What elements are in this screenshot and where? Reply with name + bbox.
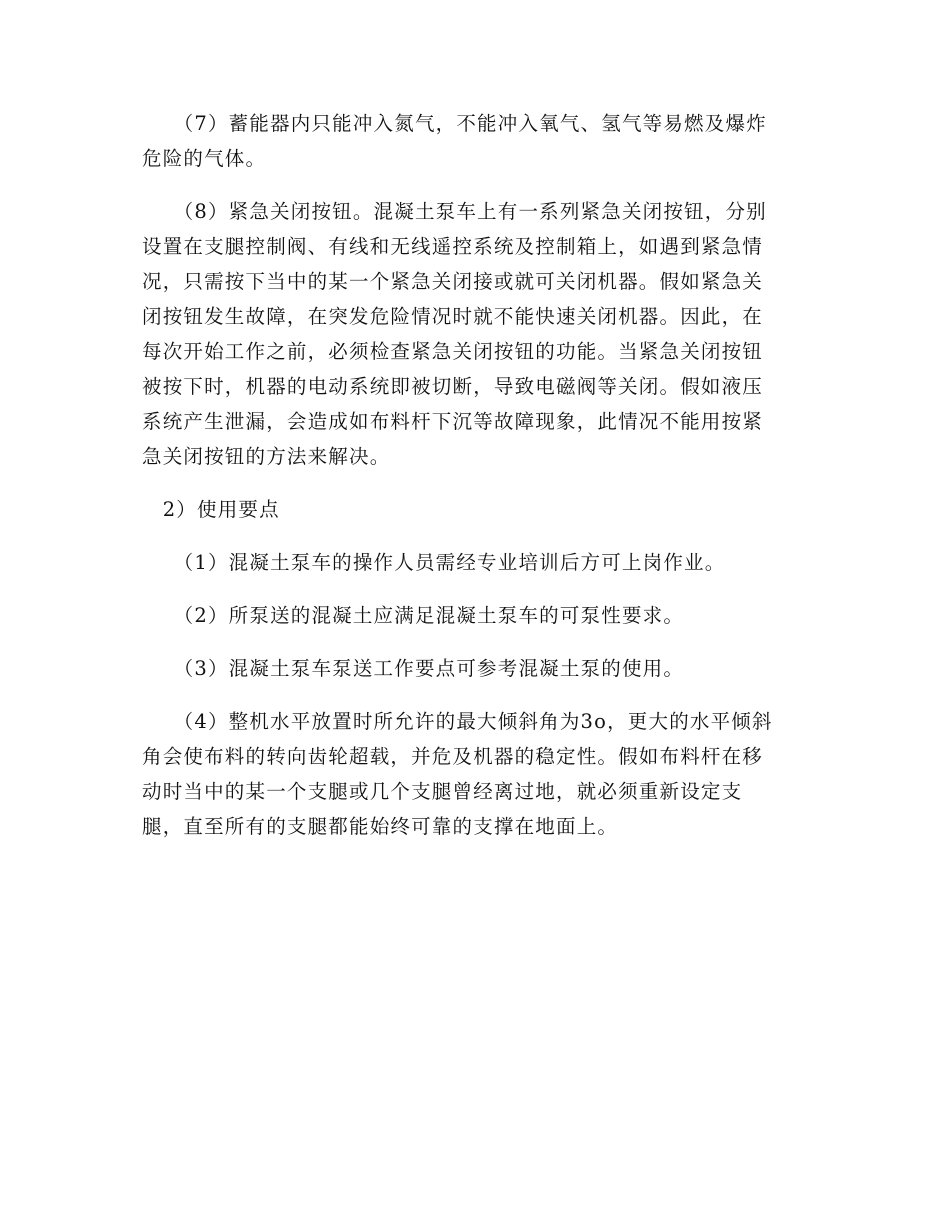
document-body: [142, 106, 812, 844]
text-line: （4）整机水平放置时所允许的最大倾斜角为3o，更大的水平倾斜: [142, 710, 773, 733]
text-line: 系统产生泄漏，会造成如布料杆下沉等故障现象，此情况不能用按紧: [142, 410, 764, 433]
text-line: 被按下时，机器的电动系统即被切断，导致电磁阀等关闭。假如液压: [142, 375, 764, 398]
paragraph-pumpability: [142, 598, 812, 633]
paragraph-tilt-angle: [142, 704, 812, 844]
text-line: 动时当中的某一个支腿或几个支腿曾经离过地，就必须重新设定支: [142, 780, 743, 803]
text-line: 角会使布料的转向齿轮超载，并危及机器的稳定性。假如布料杆在移: [142, 745, 764, 768]
paragraph-emergency-stop: [142, 194, 812, 474]
text-line: 急关闭按钮的方法来解决。: [142, 445, 391, 468]
text-line: 腿，直至所有的支腿都能始终可靠的支撑在地面上。: [142, 815, 619, 838]
text-line: （8）紧急关闭按钮。混凝土泵车上有一系列紧急关闭按钮，分别: [142, 200, 767, 223]
paragraph-operator-training: [142, 545, 812, 580]
paragraph-accumulator-gas: [142, 106, 812, 176]
paragraph-pumping-reference: [142, 651, 812, 686]
text-line: （2）所泵送的混凝土应满足混凝土泵车的可泵性要求。: [142, 604, 685, 627]
text-line: （1）混凝土泵车的操作人员需经专业培训后方可上岗作业。: [142, 551, 726, 574]
text-line: 况，只需按下当中的某一个紧急关闭接或就可关闭机器。假如紧急关: [142, 270, 764, 293]
text-line: 设置在支腿控制阀、有线和无线遥控系统及控制箱上，如遇到紧急情: [142, 235, 764, 258]
text-line: （7）蓄能器内只能冲入氮气，不能冲入氧气、氢气等易燃及爆炸: [142, 112, 767, 135]
text-line: 闭按钮发生故障，在突发危险情况时就不能快速关闭机器。因此，在: [142, 305, 764, 328]
section-heading-usage-points: [142, 492, 812, 527]
text-line: 危险的气体。: [142, 147, 267, 170]
text-line: 每次开始工作之前，必须检查紧急关闭按钮的功能。当紧急关闭按钮: [142, 340, 764, 363]
text-line: （3）混凝土泵车泵送工作要点可参考混凝土泵的使用。: [142, 657, 685, 680]
text-line: 2）使用要点: [142, 498, 280, 521]
